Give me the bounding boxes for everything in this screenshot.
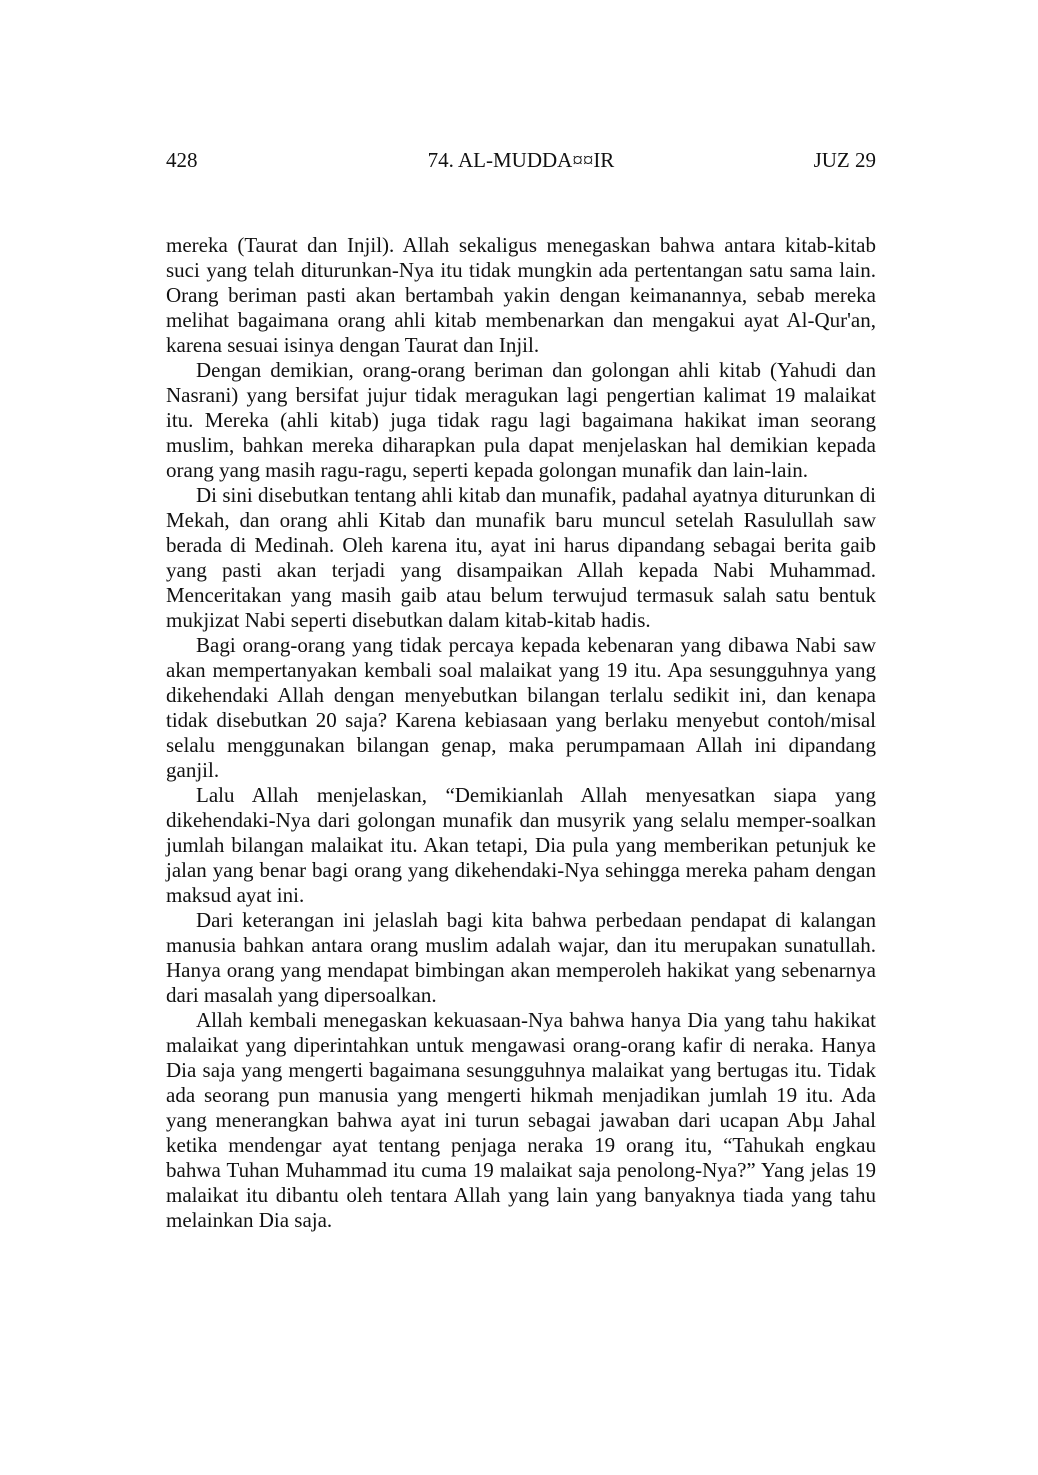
paragraph: Allah kembali menegaskan kekuasaan-Nya bahwa hanya Dia yang tahu hakikat malaikat yang diperintahkan untuk mengawasi orang-orang kafir di neraka. Hanya Dia saja yang mengerti bagaimana sesungguhnya malaikat yang bertugas itu. Tidak ada seorang pun manusia yang mengerti hikmah menjadikan jumlah 19 itu. Ada yang menerangkan bahwa ayat ini turun sebagai jawaban dari ucapan Abµ Jahal ketika mendengar ayat tentang penjaga neraka 19 orang itu, “Tahukah engkau bahwa Tuhan Muhammad itu cuma 19 malaikat saja penolong-Nya?” Yang jelas 19 malaikat itu dibantu oleh tentara Allah yang lain yang banyaknya tiada yang tahu melainkan Dia saja. xyxy=(166,1008,876,1232)
page-number: 428 xyxy=(166,148,198,172)
paragraph: Lalu Allah menjelaskan, “Demikianlah Allah menyesatkan siapa yang dikehendaki-Nya dari golongan munafik dan musyrik yang selalu memper-soalkan jumlah bilangan malaikat itu. Akan tetapi, Dia pula yang memberikan petunjuk ke jalan yang benar bagi orang yang dikehendaki-Nya sehingga mereka paham dengan maksud ayat ini. xyxy=(166,783,876,907)
paragraph-continuation: mereka (Taurat dan Injil). Allah sekaligus menegaskan bahwa antara kitab-kitab suci yang telah diturunkan-Nya itu tidak mungkin ada pertentangan satu sama lain. Orang beriman pasti akan bertambah yakin dengan keimanannya, sebab mereka melihat bagaimana orang ahli kitab membenarkan dan mengakui ayat Al-Qur'an, karena sesuai isinya dengan Taurat dan Injil. xyxy=(166,233,876,357)
paragraph: Bagi orang-orang yang tidak percaya kepada kebenaran yang dibawa Nabi saw akan mempertanyakan kembali soal malaikat yang 19 itu. Apa sesungguhnya yang dikehendaki Allah dengan menyebutkan bilangan terlalu sedikit ini, dan kenapa tidak disebutkan 20 saja? Karena kebiasaan yang berlaku menyebut contoh/misal selalu menggunakan bilangan genap, maka perumpamaan Allah ini dipandang ganjil. xyxy=(166,633,876,782)
paragraph: Di sini disebutkan tentang ahli kitab dan munafik, padahal ayatnya diturunkan di Mekah, dan orang ahli Kitab dan munafik baru muncul setelah Rasulullah saw berada di Medinah. Oleh karena itu, ayat ini harus dipandang sebagai berita gaib yang pasti akan terjadi yang disampaikan Allah kepada Nabi Muhammad. Menceritakan yang masih gaib atau belum terwujud termasuk salah satu bentuk mukjizat Nabi seperti disebutkan dalam kitab-kitab hadis. xyxy=(166,483,876,632)
page-header xyxy=(166,144,876,176)
body-text xyxy=(166,233,876,1233)
chapter-title: 74. AL-MUDDA¤¤IR xyxy=(427,148,615,172)
juz-label: JUZ 29 xyxy=(813,148,876,172)
paragraph: Dengan demikian, orang-orang beriman dan golongan ahli kitab (Yahudi dan Nasrani) yang bersifat jujur tidak meragukan lagi pengertian kalimat 19 malaikat itu. Mereka (ahli kitab) juga tidak ragu lagi bagaimana hakikat iman seorang muslim, bahkan mereka diharapkan pula dapat menjelaskan hal demikian kepada orang yang masih ragu-ragu, seperti kepada golongan munafik dan lain-lain. xyxy=(166,358,876,482)
paragraph: Dari keterangan ini jelaslah bagi kita bahwa perbedaan pendapat di kalangan manusia bahkan antara orang muslim adalah wajar, dan itu merupakan sunatullah. Hanya orang yang mendapat bimbingan akan memperoleh hakikat yang sebenarnya dari masalah yang dipersoalkan. xyxy=(166,908,876,1007)
